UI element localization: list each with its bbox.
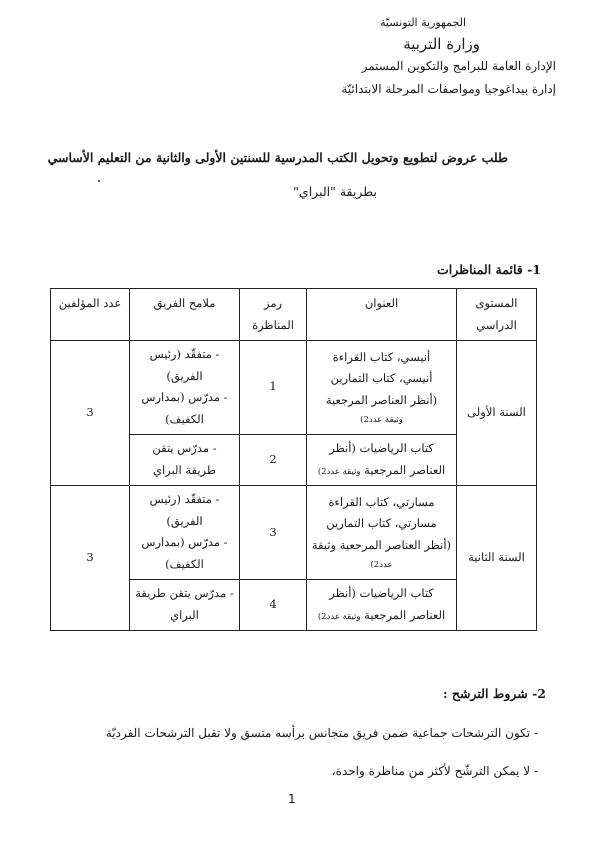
- section-1-heading: 1- قائمة المناظرات: [437, 262, 541, 277]
- title-line: كتاب الرياضيات (أنظر: [329, 441, 434, 456]
- title-line: أنيسي، كتاب القراءة: [332, 349, 431, 364]
- condition-item: - لا يمكن الترشّح لأكثر من مناظرة واحدة،: [331, 764, 538, 778]
- level-cell: السنة الأولى: [457, 340, 537, 485]
- title-note: وثيقة عدد2): [317, 611, 361, 622]
- team-line: الكفيف): [165, 412, 204, 427]
- team-line: - مدرّس (بمدارس: [141, 535, 228, 550]
- table-row: [51, 485, 537, 579]
- code-cell: 4: [240, 580, 307, 631]
- document-title: طلب عروض لتطويع وتحويل الكتب المدرسية للسنتين الأولى والثانية من التعليم الأساسي: [47, 150, 508, 165]
- title-line: (أنظر العناصر المرجعية: [325, 393, 438, 408]
- title-cell: [307, 580, 457, 631]
- condition-item: - تكون الترشحات جماعية ضمن فريق متجانس برأسه متسق ولا تقبل الترشحات الفرديّة: [105, 726, 538, 740]
- directorate-header: الإدارة العامة للبرامج والتكوين المستمر: [361, 59, 556, 73]
- title-note: وثيقة عدد2): [360, 415, 403, 426]
- title-note: وثيقة عدد2): [317, 466, 361, 477]
- header-title: العنوان: [307, 289, 457, 341]
- department-header: إدارة بيداغوجيا ومواصفات المرحلة الابتدائيّة: [341, 82, 556, 96]
- team-cell: [130, 435, 240, 486]
- level-cell: السنة الثانية: [457, 485, 537, 630]
- team-line: طريقة البراي: [152, 462, 217, 477]
- title-line: العناصر المرجعية وثيقة عدد2): [317, 607, 446, 622]
- page-number: 1: [288, 792, 296, 806]
- team-line: - متفقّد (رئيس: [149, 491, 220, 506]
- team-line: البراي: [170, 607, 199, 622]
- team-line: - مدرّس يتقن طريقة: [135, 586, 234, 601]
- team-line: الكفيف): [165, 557, 204, 572]
- code-cell: 2: [240, 435, 307, 486]
- code-cell: 3: [240, 485, 307, 579]
- header-level: المستوى الدراسي: [457, 289, 537, 341]
- title-line: مسارتي، كتاب القراءة: [328, 494, 435, 509]
- title-line: (أنظر العناصر المرجعية وثيقة: [311, 538, 451, 553]
- team-cell: [130, 340, 240, 434]
- document-subtitle: بطريقة "البراي": [293, 184, 377, 199]
- title-line: العناصر المرجعية وثيقة عدد2): [317, 462, 446, 477]
- ministry-header: وزارة التربية: [403, 35, 480, 53]
- title-cell: [307, 485, 457, 579]
- code-cell: 1: [240, 340, 307, 434]
- team-cell: [130, 485, 240, 579]
- team-line: الفريق): [166, 368, 203, 383]
- scan-speck: [98, 180, 100, 182]
- table-header-row: [51, 289, 537, 341]
- authors-cell: 3: [51, 485, 130, 630]
- team-line: الفريق): [166, 513, 203, 528]
- header-team: ملامح الفريق: [130, 289, 240, 341]
- header-authors: عدد المؤلفين: [51, 289, 130, 341]
- section-2-heading: 2- شروط الترشح :: [442, 686, 546, 701]
- header-code: رمز المناظرة: [240, 289, 307, 341]
- title-cell: [307, 340, 457, 434]
- team-line: - متفقّد (رئيس: [149, 346, 220, 361]
- title-line: أنيسي، كتاب التمارين: [330, 371, 433, 386]
- team-line: - مدرّس يتقن: [152, 441, 217, 456]
- title-note: عدد2): [370, 560, 393, 571]
- title-cell: [307, 435, 457, 486]
- authors-cell: 3: [51, 340, 130, 485]
- table-row: [51, 340, 537, 434]
- title-line: مسارتي، كتاب التمارين: [326, 516, 437, 531]
- competitions-table: [50, 288, 537, 631]
- republic-header: الجمهورية التونسيّة: [380, 16, 466, 29]
- team-line: - مدرّس (بمدارس: [141, 390, 228, 405]
- team-cell: [130, 580, 240, 631]
- title-line: كتاب الرياضيات (أنظر: [329, 586, 434, 601]
